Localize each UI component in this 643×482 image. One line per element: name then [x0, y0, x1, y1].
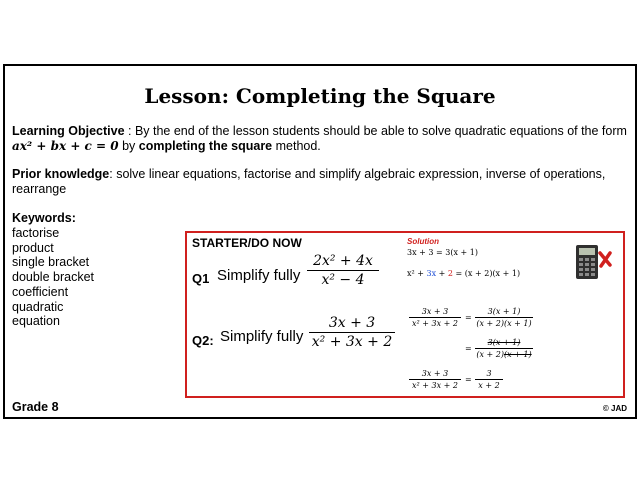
keyword-item: single bracket	[12, 255, 90, 270]
step3-left-num: 3x + 3	[409, 369, 461, 380]
step3-left-den: x² + 3x + 2	[412, 381, 458, 390]
step2-equals: =	[465, 344, 472, 353]
step1-left-den: x² + 3x + 2	[412, 319, 458, 328]
q1-label: Q1	[192, 271, 210, 286]
solution-line-2-part: = (x + 2)(x + 1)	[453, 269, 521, 278]
learning-objective-text3: method.	[272, 139, 321, 153]
prior-knowledge-label: Prior knowledge	[12, 167, 110, 181]
step3-right-num: 3	[475, 369, 503, 380]
solution-line-1: 3x + 3 = 3(x + 1)	[407, 248, 478, 257]
step2-num-text: 3(x + 1)	[487, 338, 521, 347]
step1-right-fraction	[475, 307, 533, 328]
step3-right-fraction	[475, 369, 503, 390]
copyright: © JAD	[602, 404, 627, 413]
step1-right-den: (x + 2)(x + 1)	[476, 319, 532, 328]
no-calculator-icon	[572, 241, 614, 283]
starter-title: STARTER/DO NOW	[192, 236, 302, 250]
step3-left-fraction	[409, 369, 461, 390]
keyword-item: double bracket	[12, 270, 95, 285]
method-name: completing the square	[138, 139, 273, 153]
quadratic-formula: ax² + bx + c = 0	[12, 139, 119, 153]
learning-objective-text2: by	[118, 139, 139, 153]
q2-text: Simplify fully	[220, 328, 304, 345]
q1-numerator: 2x² + 4x	[307, 253, 379, 271]
step1-equals: =	[465, 313, 472, 322]
keyword-item: product	[12, 240, 54, 255]
step2-den-a: (x + 2)	[476, 350, 504, 359]
prior-knowledge	[12, 167, 632, 197]
solution-line-2	[407, 269, 520, 278]
q2-fraction	[309, 315, 395, 350]
q2-numerator: 3x + 3	[309, 315, 395, 333]
starter-box	[185, 231, 625, 398]
step2-den	[475, 349, 533, 359]
q2-denominator: x² + 3x + 2	[311, 334, 393, 350]
step1-left-num: 3x + 3	[409, 307, 461, 318]
solution-line-2-red: 2	[447, 269, 454, 278]
q2-label: Q2:	[192, 333, 214, 348]
q1-fraction	[307, 253, 379, 288]
solution-line-2-blue: 3x	[426, 269, 437, 278]
lesson-title: Lesson: Completing the Square	[144, 84, 496, 108]
learning-objective-text: : By the end of the lesson students should be able to solve quadratic equations of the form	[124, 124, 627, 138]
keywords-heading: Keywords:	[12, 211, 76, 225]
learning-objective-label: Learning Objective	[12, 124, 125, 138]
step2-fraction	[475, 338, 533, 359]
prior-knowledge-text: : solve linear equations, factorise and simplify algebraic expression, inverse of operations, rearrange	[12, 167, 606, 196]
keywords-list	[12, 226, 94, 329]
q1-denominator: x² − 4	[321, 272, 365, 288]
step3-equals: =	[465, 375, 472, 384]
grade-label: Grade 8	[12, 400, 59, 414]
q1-text: Simplify fully	[217, 267, 301, 284]
keyword-item: quadratic	[12, 299, 64, 314]
lesson-slide	[3, 64, 637, 419]
step2-den-b: (x + 1)	[504, 350, 532, 359]
keyword-item: equation	[12, 314, 60, 329]
step3-right-den: x + 2	[478, 381, 500, 390]
step2-num	[475, 338, 533, 349]
keyword-item: factorise	[12, 226, 60, 240]
learning-objective	[12, 124, 632, 154]
step1-left-fraction	[409, 307, 461, 328]
solution-label: Solution	[407, 237, 439, 246]
keyword-item: coefficient	[12, 284, 69, 299]
solution-line-2-part: x² +	[407, 269, 427, 278]
step1-right-num: 3(x + 1)	[475, 307, 533, 318]
solution-line-2-part: +	[436, 269, 448, 278]
